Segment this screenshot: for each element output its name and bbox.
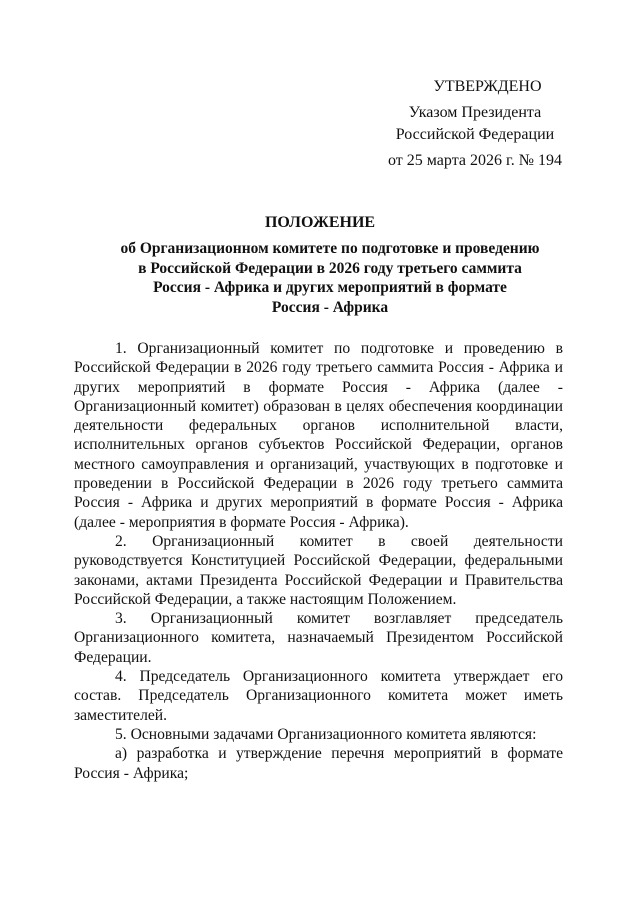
paragraph-1: 1. Организационный комитет по подготовке и проведению в Российской Федерации в 2026 году третьего саммита Россия - Африка и других мероприятий в формате Россия - Африка (далее - Организационный комитет) образован в целях обеспечения координации деятельности федеральных органов исполнительной власти, исполнительных органов субъектов Российской Федерации, органов местного самоуправления и организаций, участвующих в подготовке и проведении в Российской Федерации в 2026 году третьего саммита Россия - Африка и других мероприятий в формате Россия - Африка (далее - мероприятия в формате Россия - Африка). xyxy=(74,340,563,531)
subtitle-line: Россия - Африка и других мероприятий в формате xyxy=(153,279,507,296)
paragraph-5a: а) разработка и утверждение перечня мероприятий в формате Россия - Африка; xyxy=(74,745,563,782)
document-title: ПОЛОЖЕНИЕ xyxy=(264,214,376,231)
approval-stamp xyxy=(360,76,590,172)
subtitle-line: в Российской Федерации в 2026 году третьего саммита xyxy=(138,259,522,277)
document-body xyxy=(74,339,563,783)
approval-decree-line: Указом Президента xyxy=(408,104,542,121)
paragraph-2: 2. Организационный комитет в своей деятельности руководствуется Конституцией Российской Федерации, федеральными законами, актами Президента Российской Федерации и Правительства Российской Федерации, а также настоящим Положением. xyxy=(74,532,563,608)
paragraph-5: 5. Основными задачами Организационного комитета являются: xyxy=(115,725,537,743)
approval-date-line: от 25 марта 2026 г. № 194 xyxy=(388,152,562,169)
paragraph-3: 3. Организационный комитет возглавляет председатель Организационного комитета, назначаемый Президентом Российской Федерации. xyxy=(74,610,563,666)
paragraph-4: 4. Председатель Организационного комитета утверждает его состав. Председатель Организационного комитета может иметь заместителей. xyxy=(74,668,563,724)
subtitle-line: об Организационном комитете по подготовке и проведению xyxy=(120,240,540,257)
document-subtitle xyxy=(100,239,560,317)
subtitle-line: Россия - Африка xyxy=(271,298,389,316)
approval-country-line: Российской Федерации xyxy=(395,126,555,143)
approval-heading: УТВЕРЖДЕНО xyxy=(433,78,542,95)
